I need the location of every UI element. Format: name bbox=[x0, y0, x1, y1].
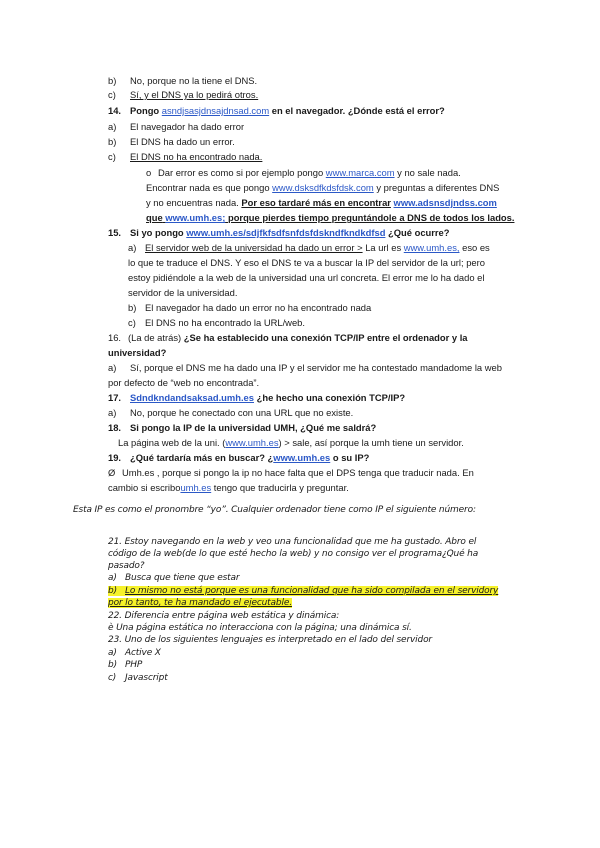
option-text: Sí, y el DNS ya lo pedirá otros. bbox=[130, 89, 259, 100]
q13-option-b bbox=[108, 74, 257, 87]
bullet-marker: o bbox=[146, 167, 152, 178]
q23-option-b bbox=[108, 659, 142, 672]
answer-text: tengo que traducirla y preguntar. bbox=[213, 482, 349, 493]
highlighted-answer: por lo tanto, te ha mandado el ejecutable. bbox=[108, 598, 292, 608]
q19-answer-line-2 bbox=[108, 481, 349, 494]
question-number: 17. bbox=[108, 392, 122, 403]
option-marker: c) bbox=[108, 673, 117, 683]
q14-explain-line-2 bbox=[146, 181, 499, 194]
explain-link[interactable]: www.marca.com bbox=[325, 167, 395, 178]
option-text: eso es bbox=[462, 242, 490, 253]
q22-line-2: è Una página estática no interacciona con la página; una dinámica sí. bbox=[108, 623, 412, 633]
option-marker: c) bbox=[108, 151, 116, 162]
arrow-bullet-icon: Ø bbox=[108, 467, 116, 478]
question-number: 14. bbox=[108, 105, 122, 116]
question-text-post: en el navegador. ¿Dónde está el error? bbox=[271, 105, 445, 116]
question-link[interactable]: www.umh.es/sdjfkfsdfsnfdsfdskndfkndkdfsd bbox=[186, 227, 386, 238]
option-marker: a) bbox=[108, 648, 117, 658]
option-underlined-text: El servidor web de la universidad ha dado un error > bbox=[145, 242, 363, 253]
option-marker: a) bbox=[108, 362, 117, 373]
q21-line-2: código de la web(de lo que esté hecho la web) y no consigo ver el programa¿Qué ha bbox=[108, 549, 479, 559]
highlighted-answer: Lo mismo no está porque es una funcionalidad que ha sido compilada en el servidory bbox=[125, 586, 499, 596]
q14-option-c bbox=[108, 150, 262, 163]
q16-answer-line-2: por defecto de “web no encontrada”. bbox=[108, 377, 260, 388]
question-link[interactable]: www.umh.es bbox=[273, 452, 331, 463]
q18-question bbox=[108, 421, 376, 434]
option-text: Active X bbox=[125, 648, 161, 658]
answer-text: cambio si escribo bbox=[108, 482, 181, 493]
q15-option-c bbox=[128, 316, 305, 329]
option-marker: b) bbox=[108, 660, 117, 670]
option-text: El navegador ha dado un error no ha encontrado nada bbox=[145, 302, 372, 313]
q14-option-b bbox=[108, 135, 235, 148]
option-marker: c) bbox=[108, 89, 116, 100]
question-text-post: o su IP? bbox=[332, 452, 370, 463]
q21-line-3: pasado? bbox=[108, 561, 145, 571]
option-marker: b) bbox=[128, 302, 137, 313]
question-text: ¿he hecho una conexión TCP/IP? bbox=[256, 392, 406, 403]
q16-answer bbox=[108, 361, 502, 374]
explain-text: que bbox=[146, 212, 163, 223]
question-text: Si pongo la IP de la universidad UMH, ¿Qué me saldrá? bbox=[130, 422, 377, 433]
option-marker: a) bbox=[108, 121, 117, 132]
option-text: Busca que tiene que estar bbox=[125, 573, 240, 583]
question-text-pre: (La de atrás) bbox=[128, 332, 182, 343]
q19-answer bbox=[108, 466, 474, 479]
q19-question bbox=[108, 451, 369, 464]
explain-link[interactable]: www.adsnsdjndss.com bbox=[393, 197, 497, 208]
option-link[interactable]: www.umh.es, bbox=[403, 242, 460, 253]
option-text: No, porque no la tiene el DNS. bbox=[130, 75, 258, 86]
option-marker: a) bbox=[128, 242, 137, 253]
q23-option-c bbox=[108, 672, 168, 685]
option-marker: c) bbox=[128, 317, 136, 328]
q13-option-c bbox=[108, 88, 258, 101]
question-number: 18. bbox=[108, 422, 122, 433]
option-text: El DNS no ha encontrado la URL/web. bbox=[145, 317, 305, 328]
question-number: 19. bbox=[108, 452, 122, 463]
explain-bold-text: Por eso tardaré más en encontrar bbox=[241, 197, 391, 208]
q15-option-a-line-4: servidor de la universidad. bbox=[128, 287, 238, 298]
ip-note: Esta IP es como el pronombre “yo”. Cualquier ordenador tiene como IP el siguiente número: bbox=[73, 505, 476, 515]
q22-line-1: 22. Diferencia entre página web estática y dinámica: bbox=[108, 611, 340, 621]
q14-explain-line-1 bbox=[146, 166, 461, 179]
answer-text: ) > sale, así porque la umh tiene un servidor. bbox=[278, 437, 464, 448]
explain-text: Dar error es como si por ejemplo pongo bbox=[158, 167, 324, 178]
q14-explain-line-4 bbox=[146, 211, 514, 224]
q18-answer bbox=[118, 436, 464, 449]
question-text-pre: ¿Qué tardaría más en buscar? ¿ bbox=[130, 452, 274, 463]
answer-text: No, porque he conectado con una URL que no existe. bbox=[130, 407, 354, 418]
explain-link[interactable]: www.dsksdfkdsfdsk.com bbox=[272, 182, 374, 193]
option-text: El DNS ha dado un error. bbox=[130, 136, 235, 147]
option-text: La url es bbox=[365, 242, 402, 253]
q15-option-b bbox=[128, 301, 371, 314]
answer-text: La página web de la uni. ( bbox=[118, 437, 226, 448]
question-link[interactable]: asndjsasjdnsajdnsad.com bbox=[161, 105, 270, 116]
option-text: Javascript bbox=[125, 673, 168, 683]
option-marker: b) bbox=[108, 586, 117, 596]
explain-text: Encontrar nada es que pongo bbox=[146, 182, 270, 193]
question-text-pre: Pongo bbox=[130, 105, 160, 116]
answer-link[interactable]: umh.es bbox=[180, 482, 212, 493]
explain-text: y no encuentras nada. bbox=[146, 197, 239, 208]
q14-question bbox=[108, 104, 445, 117]
q17-answer bbox=[108, 406, 353, 419]
q15-question bbox=[108, 226, 450, 239]
option-text: El DNS no ha encontrado nada. bbox=[130, 151, 263, 162]
option-marker: b) bbox=[108, 136, 117, 147]
question-text-post: ¿Qué ocurre? bbox=[388, 227, 450, 238]
q16-question-line-2: universidad? bbox=[108, 347, 167, 358]
answer-text: Umh.es , porque si pongo la ip no hace falta que el DPS tenga que traducir nada. En bbox=[122, 467, 474, 478]
q14-explain-line-3 bbox=[146, 196, 497, 209]
question-number: 15. bbox=[108, 227, 122, 238]
option-marker: a) bbox=[108, 407, 117, 418]
question-number: 16. bbox=[108, 332, 122, 343]
q23-line-1: 23. Uno de los siguientes lenguajes es interpretado en el lado del servidor bbox=[108, 635, 432, 645]
option-text: El navegador ha dado error bbox=[130, 121, 245, 132]
question-text: ¿Se ha establecido una conexión TCP/IP entre el ordenador y la bbox=[183, 332, 468, 343]
q17-question bbox=[108, 391, 405, 404]
question-link[interactable]: Sdndkndandsaksad.umh.es bbox=[130, 392, 254, 403]
option-marker: b) bbox=[108, 75, 117, 86]
q14-option-a bbox=[108, 120, 244, 133]
q21-line-1: 21. Estoy navegando en la web y veo una funcionalidad que me ha gustado. Abro el bbox=[108, 537, 477, 547]
q15-option-a bbox=[128, 241, 490, 254]
answer-link[interactable]: www.umh.es bbox=[225, 437, 279, 448]
explain-text: porque pierdes tiempo preguntándole a DNS de todos los lados. bbox=[227, 212, 515, 223]
q16-question bbox=[108, 331, 468, 344]
q21-option-a bbox=[108, 572, 239, 585]
explain-link[interactable]: www.umh.es; bbox=[165, 212, 226, 223]
q21-option-b-line-2 bbox=[108, 597, 292, 610]
question-text-pre: Si yo pongo bbox=[130, 227, 184, 238]
q15-option-a-line-2: lo que te traduce el DNS. Y eso el DNS te va a buscar la IP del servidor de la url; pero bbox=[128, 257, 485, 268]
option-marker: a) bbox=[108, 573, 117, 583]
option-text: PHP bbox=[125, 660, 143, 670]
answer-text: Sí, porque el DNS me ha dado una IP y el servidor me ha contestado mandadome la web bbox=[130, 362, 502, 373]
explain-text: y no sale nada. bbox=[397, 167, 461, 178]
q15-option-a-line-3: estoy pidiéndole a la web de la universidad una url concreta. El error me lo ha dado el bbox=[128, 272, 485, 283]
explain-text: y preguntas a diferentes DNS bbox=[376, 182, 500, 193]
